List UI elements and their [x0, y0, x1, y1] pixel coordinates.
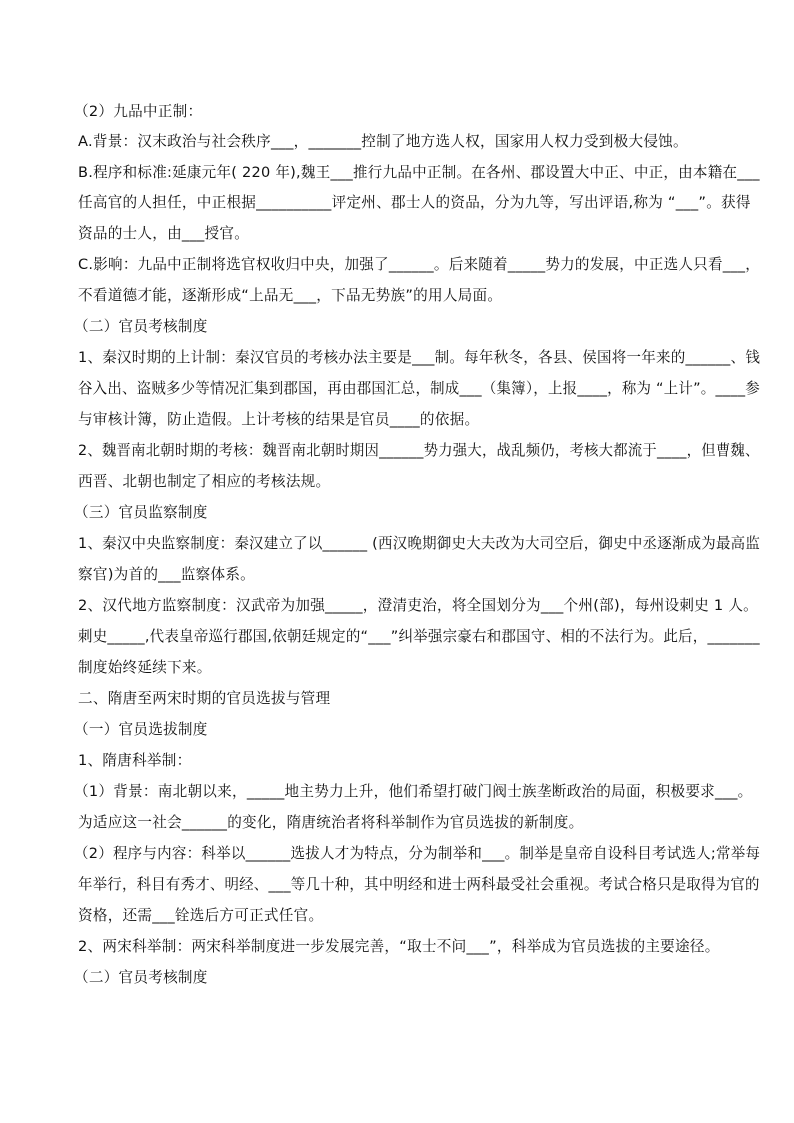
heading-xuanba: （一）官员选拔制度: [74, 721, 208, 738]
heading-kaohe-2: （二）官员考核制度: [74, 969, 208, 986]
heading-section-two: 二、隋唐至两宋时期的官员选拔与管理: [78, 690, 331, 707]
paragraph-line: 西晋、北朝也制定了相应的考核法规。: [78, 473, 331, 490]
paragraph-line: 2、魏晋南北朝时期的考核：魏晋南北朝时期因______势力强大，战乱频仍，考核大都流于____，但曹魏、: [78, 442, 760, 459]
paragraph-line: 谷入出、盗贼多少等情况汇集到郡国，再由郡国汇总，制成___（集簿），上报____，称为 “上计”。____参: [78, 380, 760, 397]
paragraph-line: 不看道德才能，逐渐形成“上品无___，下品无势族”的用人局面。: [78, 287, 503, 304]
paragraph-line: （1）背景：南北朝以来，_____地主势力上升，他们希望打破门阀士族垄断政治的局面，积极要求___。: [74, 783, 753, 800]
paragraph-line: 资格，还需___铨选后方可正式任官。: [78, 907, 324, 924]
paragraph-line: B.程序和标准:延康元年( 220 年),魏王___推行九品中正制。在各州、郡设置大中正、中正，由本籍在___: [78, 164, 760, 181]
paragraph-line: 制度始终延续下来。: [78, 659, 212, 676]
paragraph-line: 1、秦汉时期的上计制：秦汉官员的考核办法主要是___制。每年秋冬，各县、侯国将一年来的______、钱: [78, 349, 761, 366]
paragraph-line: 任高官的人担任，中正根据__________评定州、郡士人的资品，分为九等，写出评语,称为 “___”。获得: [78, 194, 751, 211]
heading-jiupin: （2）九品中正制：: [74, 103, 203, 120]
paragraph-line: （2）程序与内容：科举以______选拔人才为特点，分为制举和___。制举是皇帝自设科目考试选人;常举每: [74, 845, 761, 862]
paragraph-line: 刺史_____,代表皇帝巡行郡国,依朝廷规定的“___”纠举强宗豪右和郡国守、相的不法行为。此后，_______: [78, 628, 760, 645]
paragraph-line: 察官)为首的___监察体系。: [78, 566, 256, 583]
paragraph-line: 资品的士人，由___授官。: [78, 225, 250, 242]
paragraph-line: 2、两宋科举制：两宋科举制度进一步发展完善，“取士不问___”，科举成为官员选拔的主要途径。: [78, 938, 720, 955]
paragraph-line: 2、汉代地方监察制度：汉武帝为加强_____，澄清吏治，将全国划分为___个州(部)，每州设刺史 1 人。: [78, 597, 759, 614]
paragraph-line: 为适应这一社会______的变化，隋唐统治者将科举制作为官员选拔的新制度。: [78, 814, 584, 831]
paragraph-line: A.背景：汉末政治与社会秩序___，_______控制了地方选人权，国家用人权力受到极大侵蚀。: [78, 133, 688, 150]
paragraph-line: 1、秦汉中央监察制度：秦汉建立了以______ (西汉晚期御史大夫改为大司空后，御史中丞逐渐成为最高监: [78, 535, 761, 552]
heading-keju: 1、隋唐科举制：: [78, 752, 192, 769]
paragraph-line: 年举行，科目有秀才、明经、___等几十种，其中明经和进士两科最受社会重视。考试合格只是取得为官的: [78, 876, 760, 893]
heading-jiancha: （三）官员监察制度: [74, 504, 208, 521]
heading-kaohe: （二）官员考核制度: [74, 318, 208, 335]
paragraph-line: 与审核计簿，防止造假。上计考核的结果是官员____的依据。: [78, 411, 480, 428]
paragraph-line: C.影响：九品中正制将选官权收归中央，加强了______。后来随着_____势力的发展，中正选人只看___，: [78, 256, 761, 273]
